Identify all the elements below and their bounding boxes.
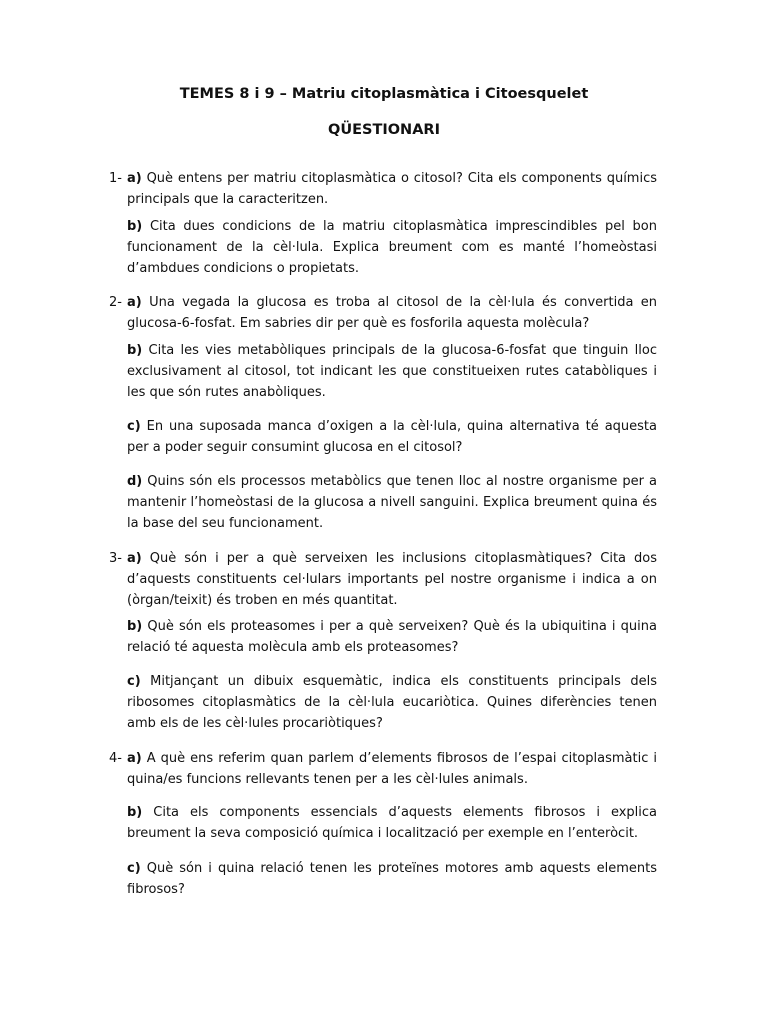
part-text: Mitjançant un dibuix esquemàtic, indica els constituents principals dels ribosomes citoplasmàtics de la cèl·lula eucariòtica. Quines diferències tenen amb els de les cèl·lules procariòtiques? [127, 674, 657, 731]
question-part [127, 671, 657, 734]
question-number: 2- [109, 295, 122, 310]
part-letter: c) [127, 674, 141, 689]
document-title: TEMES 8 i 9 – Matriu citoplasmàtica i Citoesquelet [179, 86, 589, 102]
part-text: Quins són els processos metabòlics que tenen lloc al nostre organisme per a mantenir l’homeòstasi de la glucosa a nivell sanguini. Explica breument quina és la base del seu funcionament. [127, 474, 657, 531]
question-part [127, 802, 657, 844]
part-letter: a) [127, 295, 142, 310]
question-part [127, 216, 657, 279]
part-text: Una vegada la glucosa es troba al citosol de la cèl·lula és convertida en glucosa-6-fosfat. Em sabries dir per què es fosforila aquesta molècula? [127, 295, 658, 331]
part-letter: b) [127, 219, 143, 234]
part-text: En una suposada manca d’oxigen a la cèl·lula, quina alternativa té aquesta per a poder seguir consumint glucosa en el citosol? [127, 419, 657, 455]
part-letter: a) [127, 751, 142, 766]
document-subtitle: QÜESTIONARI [328, 122, 440, 138]
part-text: Què són i per a què serveixen les inclusions citoplasmàtiques? Cita dos d’aquests constituents cel·lulars importants pel nostre organisme i indica a on (òrgan/teixit) és troben en més quantitat. [127, 551, 657, 608]
question-part [127, 748, 657, 790]
part-letter: c) [127, 419, 141, 434]
part-letter: b) [127, 619, 143, 634]
question-part [127, 858, 657, 900]
question-number: 1- [109, 171, 122, 186]
question-part [127, 471, 657, 534]
question-part [127, 168, 657, 210]
question-number: 3- [109, 551, 122, 566]
part-text: Què entens per matriu citoplasmàtica o citosol? Cita els components químics principals que la caracteritzen. [127, 171, 657, 207]
question-number: 4- [109, 751, 122, 766]
question-part [127, 292, 657, 334]
part-letter: d) [127, 474, 143, 489]
part-text: A què ens referim quan parlem d’elements fibrosos de l’espai citoplasmàtic i quina/es funcions rellevants tenen per a les cèl·lules animals. [127, 751, 657, 787]
part-letter: a) [127, 551, 142, 566]
part-text: Cita les vies metabòliques principals de la glucosa-6-fosfat que tinguin lloc exclusivament al citosol, tot indicant les que constitueixen rutes catabòliques i les que són rutes anabòliques. [127, 343, 657, 400]
part-text: Cita els components essencials d’aquests elements fibrosos i explica breument la seva composició química i localització per exemple en l’enteròcit. [127, 805, 657, 841]
part-letter: a) [127, 171, 142, 186]
part-text: Què són els proteasomes i per a què serveixen? Què és la ubiquitina i quina relació té aquesta molècula amb els proteasomes? [127, 619, 657, 655]
question-part [127, 616, 657, 658]
part-letter: b) [127, 343, 143, 358]
question-part [127, 416, 657, 458]
part-text: Què són i quina relació tenen les proteïnes motores amb aquests elements fibrosos? [127, 861, 657, 897]
question-part [127, 340, 657, 403]
part-text: Cita dues condicions de la matriu citoplasmàtica imprescindibles pel bon funcionament de la cèl·lula. Explica breument com es manté l’homeòstasi d’ambdues condicions o propietats. [127, 219, 657, 276]
question-part [127, 548, 657, 611]
part-letter: b) [127, 805, 143, 820]
part-letter: c) [127, 861, 141, 876]
